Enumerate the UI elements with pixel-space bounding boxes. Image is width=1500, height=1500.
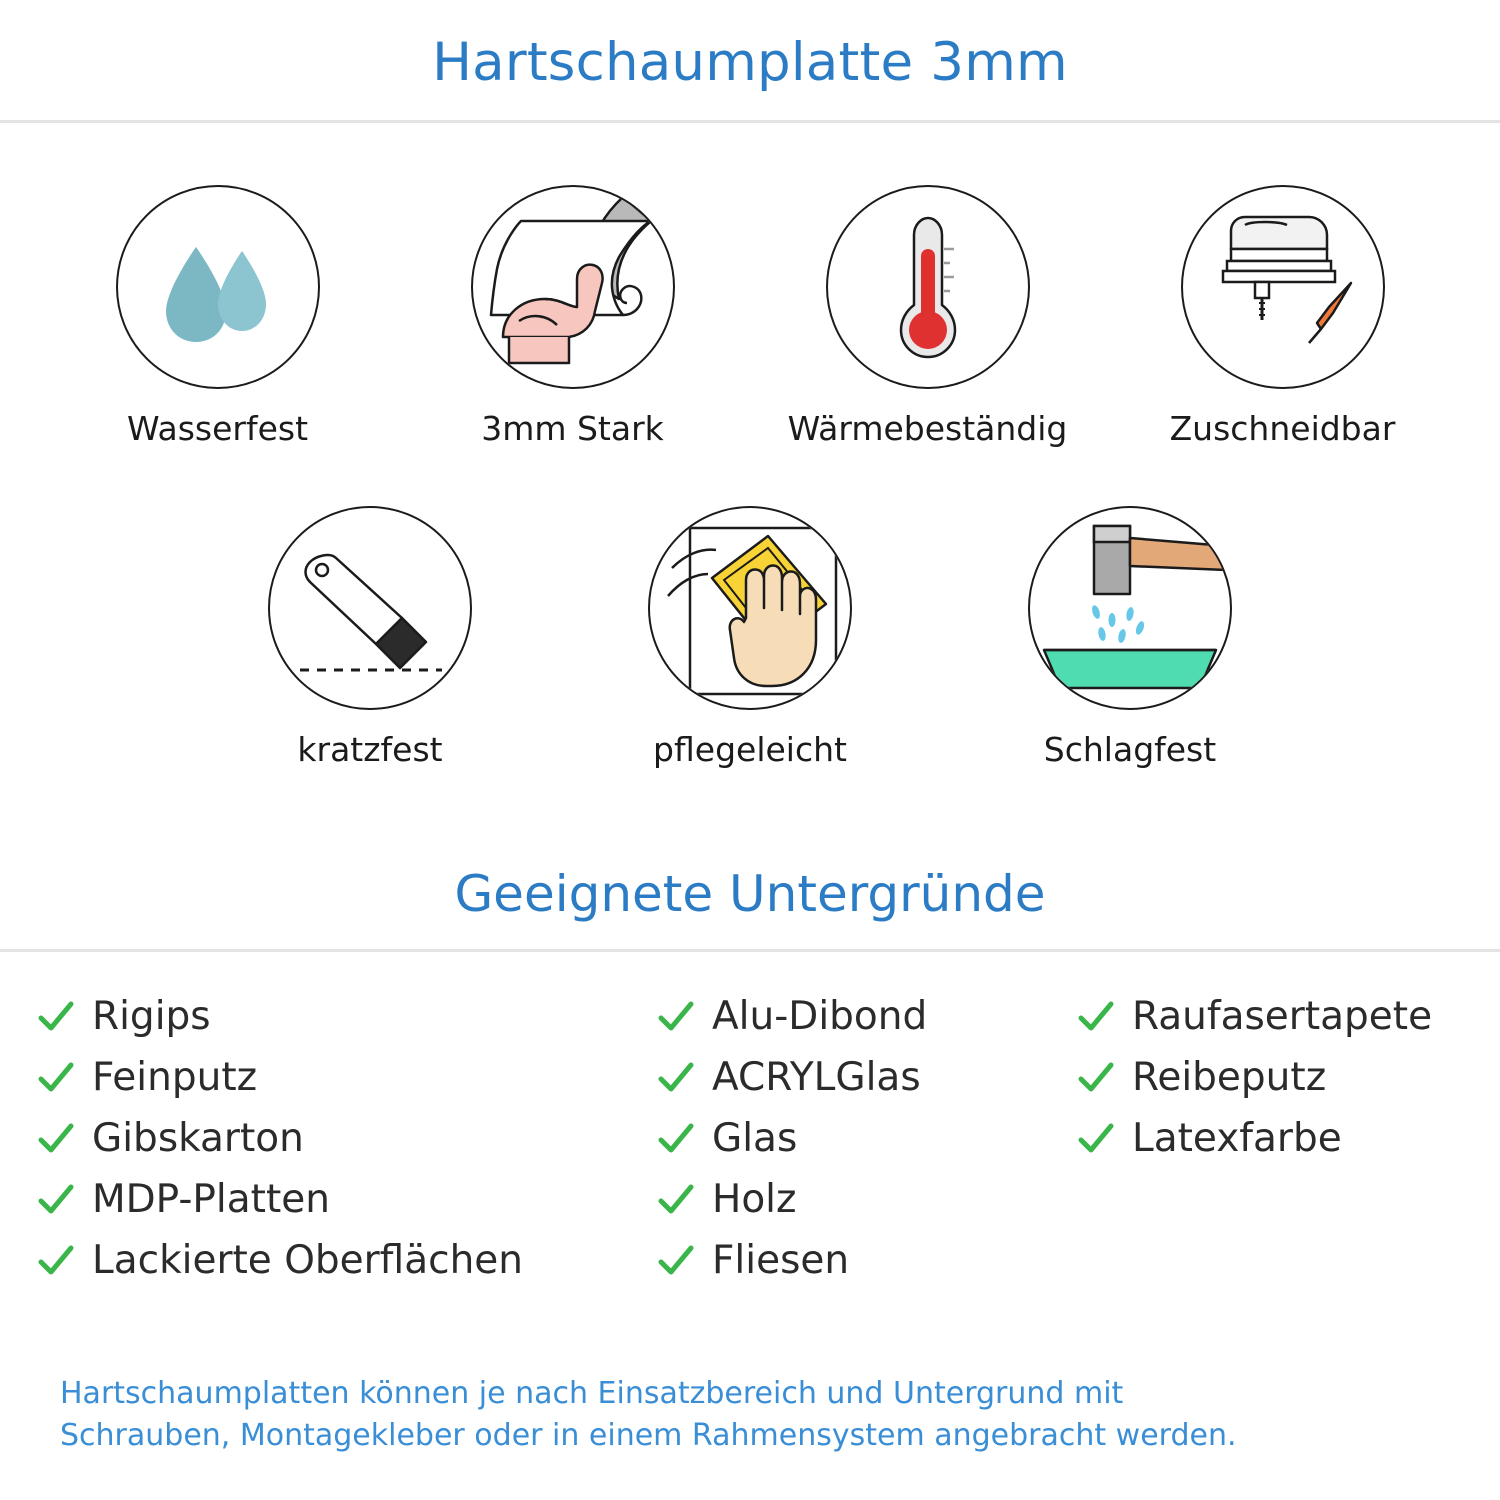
check-icon: [1076, 1119, 1116, 1159]
feature-wasserfest: [40, 185, 395, 448]
check-icon: [1076, 997, 1116, 1037]
footnote: [60, 1373, 1460, 1458]
list-item-label: Latexfarbe: [1132, 1116, 1342, 1162]
list-item: [1076, 986, 1496, 1047]
list-item-label: Glas: [712, 1116, 798, 1162]
check-icon: [36, 997, 76, 1037]
header-divider: [0, 120, 1500, 123]
feature-row-1: [0, 185, 1500, 448]
flexing-arm-icon: [471, 185, 675, 389]
feature-label: Zuschneidbar: [1169, 409, 1396, 449]
list-item-label: Rigips: [92, 994, 211, 1040]
list-item: [656, 986, 1076, 1047]
check-icon: [656, 997, 696, 1037]
check-icon: [656, 1058, 696, 1098]
list-item: [656, 1047, 1076, 1108]
hand-cloth-wipe-icon: [648, 506, 852, 710]
list-item-label: Gibskarton: [92, 1116, 304, 1162]
list-item: [656, 1230, 1076, 1291]
feature-3mm-stark: [395, 185, 750, 448]
list-item: [36, 1169, 656, 1230]
page-title: Hartschaumplatte 3mm: [432, 32, 1068, 93]
feature-grid: [0, 185, 1500, 769]
check-icon: [656, 1241, 696, 1281]
list-item-label: Fliesen: [712, 1238, 850, 1284]
list-item: [36, 1230, 656, 1291]
check-icon: [36, 1180, 76, 1220]
feature-label: Wasserfest: [126, 409, 309, 449]
feature-label: 3mm Stark: [481, 409, 664, 449]
list-item: [656, 1108, 1076, 1169]
substrates-column-1: [36, 986, 656, 1291]
feature-label: kratzfest: [297, 730, 443, 770]
feature-waermebestaendig: [750, 185, 1105, 448]
feature-zuschneidbar: [1105, 185, 1460, 448]
list-item: [36, 1108, 656, 1169]
feature-label: Schlagfest: [1043, 730, 1217, 770]
list-item-label: Lackierte Oberflächen: [92, 1238, 524, 1284]
feature-schlagfest: [940, 506, 1320, 769]
list-item: [1076, 1108, 1496, 1169]
water-drops-icon: [116, 185, 320, 389]
footnote-line-2: Schrauben, Montagekleber oder in einem Rahmensystem angebracht werden.: [60, 1418, 1237, 1454]
list-item: [36, 986, 656, 1047]
check-icon: [36, 1241, 76, 1281]
check-icon: [36, 1119, 76, 1159]
list-item: [36, 1047, 656, 1108]
jigsaw-cutter-icon: [1181, 185, 1385, 389]
substrates-divider: [0, 949, 1500, 952]
list-item-label: Feinputz: [92, 1055, 258, 1101]
feature-row-2: [0, 506, 1500, 769]
substrates-column-3: [1076, 986, 1496, 1291]
list-item-label: ACRYLGlas: [712, 1055, 921, 1101]
header: [0, 0, 1500, 92]
substrates-list: [0, 986, 1500, 1291]
list-item-label: Holz: [712, 1177, 797, 1223]
check-icon: [656, 1119, 696, 1159]
feature-label: Wärmebeständig: [787, 409, 1068, 449]
substrates-column-2: [656, 986, 1076, 1291]
footnote-line-1: Hartschaumplatten können je nach Einsatzbereich und Untergrund mit: [60, 1375, 1124, 1411]
list-item-label: Alu-Dibond: [712, 994, 928, 1040]
feature-label: pflegeleicht: [653, 730, 847, 770]
substrates-title: Geeignete Untergründe: [454, 865, 1046, 924]
list-item: [1076, 1047, 1496, 1108]
check-icon: [656, 1180, 696, 1220]
thermometer-icon: [826, 185, 1030, 389]
feature-kratzfest: [180, 506, 560, 769]
hammer-impact-icon: [1028, 506, 1232, 710]
check-icon: [36, 1058, 76, 1098]
feature-pflegeleicht: [560, 506, 940, 769]
list-item: [656, 1169, 1076, 1230]
list-item-label: MDP-Platten: [92, 1177, 330, 1223]
check-icon: [1076, 1058, 1116, 1098]
substrates-header: [0, 865, 1500, 923]
knife-scratch-icon: [268, 506, 472, 710]
list-item-label: Reibeputz: [1132, 1055, 1327, 1101]
list-item-label: Raufasertapete: [1132, 994, 1433, 1040]
